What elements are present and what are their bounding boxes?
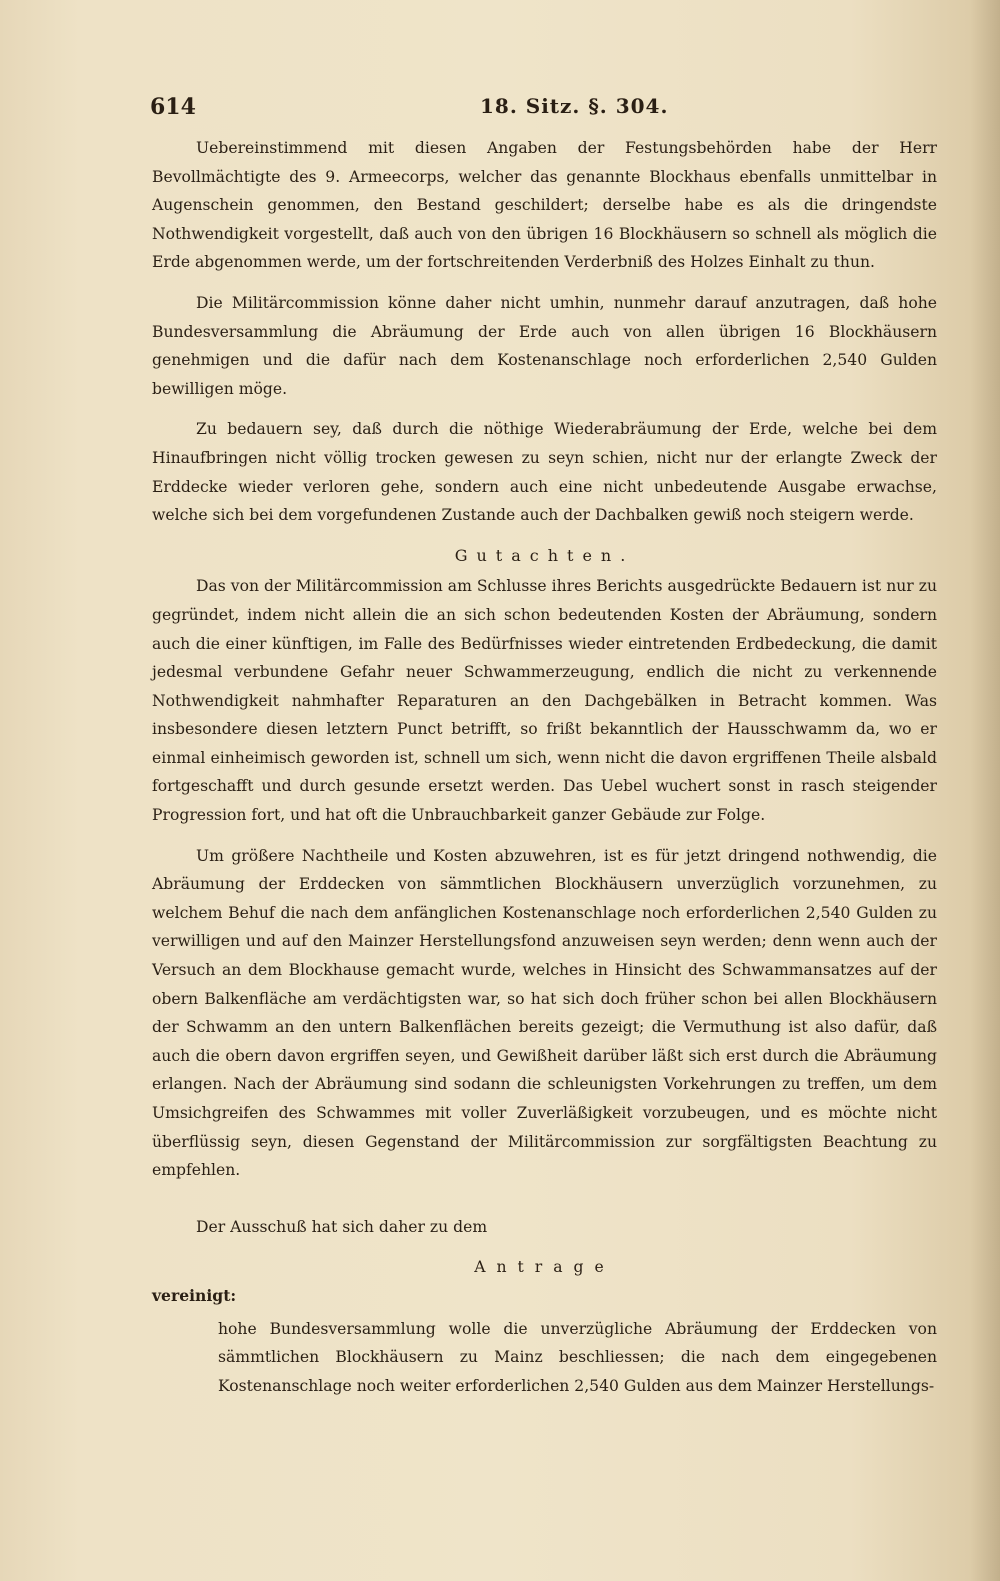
page-header [150, 94, 940, 124]
vereinigt-label: vereinigt: [152, 1285, 237, 1305]
page-number: 614 [150, 94, 196, 120]
heading-gutachten: Gutachten. [454, 545, 635, 565]
paragraph-3: Zu bedauern sey, daß durch die nöthige Wiederabräumung der Erde, welche bei dem Hinaufbringen nicht völlig trocken gewesen zu seyn schien, nicht nur der erlangte Zweck der Erddecke wieder verloren gehe, sondern auch eine nicht unbedeutende Ausgabe erwachse, welche sich bei dem vorgefundenen Zustande auch der Dachbalken gewiß noch steigern werde. [152, 420, 937, 525]
running-head: 18. Sitz. §. 304. [480, 94, 669, 118]
paragraph-5: Um größere Nachtheile und Kosten abzuwehren, ist es für jetzt dringend nothwendig, die Abräumung der Erddecken von sämmtlichen Blockhäusern unverzüglich vorzunehmen, zu welchem Behuf die nach dem anfänglichen Kostenanschlage noch erforderlichen 2,540 Gulden zu verwilligen und auf den Mainzer Herstellungsfond anzuweisen seyn werden; denn wenn auch der Versuch an dem Blockhause gemacht wurde, welches in Hinsicht des Schwammansatzes auf der obern Balkenfläche am verdächtigsten war, so hat sich doch früher schon bei allen Blockhäusern der Schwamm an den untern Balkenflächen bereits gezeigt; die Vermuthung ist also dafür, daß auch die obern davon ergriffen seyen, und Gewißheit darüber läßt sich erst durch die Abräumung erlangen. Nach der Abräumung sind sodann die schleunigsten Vorkehrungen zu treffen, um dem Umsichgreifen des Schwammes mit voller Zuverläßigkeit vorzubeugen, und es möchte nicht überflüssig seyn, diesen Gegenstand der Militärcommission zur sorgfältigsten Beachtung zu empfehlen. [152, 846, 937, 1180]
heading-antrage: Antrage [474, 1258, 615, 1277]
paragraph-2: Die Militärcommission könne daher nicht umhin, nunmehr darauf anzutragen, daß hohe Bundesversammlung die Abräumung der Erde auch von allen übrigen 16 Blockhäusern genehmigen und die dafür nach dem Kostenanschlage noch erforderlichen 2,540 Gulden bewilligen möge. [152, 293, 937, 398]
document-body [152, 134, 937, 1400]
paragraph-1: Uebereinstimmend mit diesen Angaben der Festungsbehörden habe der Herr Bevollmächtigte des 9. Armeecorps, welcher das genannte Blockhaus ebenfalls unmittelbar in Augenschein genommen, den Bestand geschildert; derselbe habe es als die dringendste Nothwendigkeit vorgestellt, daß auch von den übrigen 16 Blockhäusern so schnell als möglich die Erde abgenommen werde, um der fortschreitenden Verderbniß des Holzes Einhalt zu thun. [152, 139, 937, 272]
paragraph-4: Das von der Militärcommission am Schlusse ihres Berichts ausgedrückte Bedauern ist nur zu gegründet, indem nicht allein die an sich schon bedeutenden Kosten der Abräumung, sondern auch die einer künftigen, im Falle des Bedürfnisses wieder eintretenden Erdbedeckung, die damit jedesmal verbundene Gefahr neuer Schwammerzeugung, endlich die nicht zu verkennende Nothwendigkeit nahmhafter Reparaturen an den Dachgebälken in Betracht kommen. Was insbesondere diesen letztern Punct betrifft, so frißt bekanntlich der Hausschwamm da, wo er einmal einheimisch geworden ist, schnell um sich, wenn nicht die davon ergriffenen Theile alsbald fortgeschafft und durch gesunde ersetzt werden. Das Uebel wuchert sonst in rasch steigender Progression fort, und hat oft die Unbrauchbarkeit ganzer Gebäude zur Folge. [152, 577, 937, 825]
motion-text: hohe Bundesversammlung wolle die unverzügliche Abräumung der Erddecken von sämmtlichen Blockhäusern zu Mainz beschliessen; die nach dem eingegebenen Kostenanschlage noch weiter erforderlichen 2,540 Gulden aus dem Mainzer Herstellungs- [218, 1319, 937, 1395]
paragraph-6: Der Ausschuß hat sich daher zu dem [196, 1217, 488, 1236]
